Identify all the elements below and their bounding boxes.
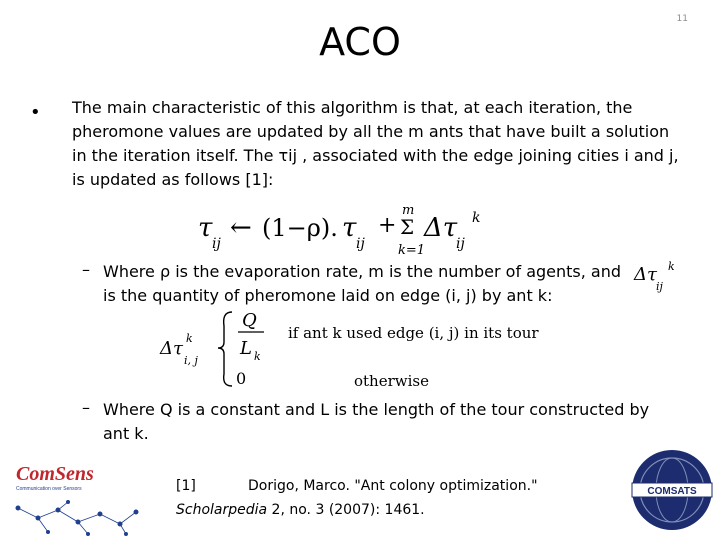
- case-condition-1: if ant k used edge (i, j) in its tour: [288, 324, 539, 342]
- case-condition-2: otherwise: [354, 372, 429, 390]
- slide-title: ACO: [319, 20, 401, 64]
- comsats-name: COMSATS: [647, 486, 697, 497]
- comsens-nodes: [16, 500, 139, 536]
- eq-delta-sup: k: [472, 210, 481, 226]
- reference-journal: Scholarpedia: [176, 502, 268, 518]
- reference-number: [1]: [176, 478, 196, 494]
- main-bullet-text: The main characteristic of this algorithm is that, at each iteration, the pheromone values are updated by all the m ants that have built a solution in the iteration itself. The τij , associated with the edge joining cities i and j, is updated as follows [1]:: [72, 98, 679, 189]
- sub-bullet-dash-1: –: [82, 260, 90, 279]
- delta-tau-piecewise-equation: [158, 306, 539, 390]
- reference-details: 2, no. 3 (2007): 1461.: [267, 502, 425, 518]
- case-denominator-sub: k: [254, 350, 261, 363]
- eq-tau-2: τ: [342, 213, 357, 243]
- eq-tau-sub: ij: [212, 236, 221, 252]
- eq-tau-2-sub: ij: [356, 236, 365, 252]
- eq-arrow: ←: [230, 213, 252, 243]
- eq-plus: +: [378, 213, 397, 238]
- inline-delta-sup: k: [668, 260, 675, 273]
- case-lhs-sub: i, j: [184, 354, 198, 367]
- pheromone-update-equation: [196, 203, 496, 260]
- sub-bullet-dash-2: –: [82, 398, 90, 417]
- comsens-tagline: Communication over Sensors: [16, 486, 82, 492]
- reference-line-1: [176, 474, 596, 498]
- comsens-logo: [8, 458, 144, 538]
- eq-sum: Σ: [400, 215, 415, 239]
- inline-delta-tau: Δτ: [634, 264, 657, 285]
- inline-delta-sub: ij: [656, 280, 663, 293]
- sub-bullet-text-2: Where Q is a constant and L is the length of the tour constructed by ant k.: [103, 400, 650, 443]
- case-lhs: Δτ: [160, 338, 183, 359]
- inline-delta-tau-symbol: [632, 260, 680, 292]
- sub-bullet-text-1: Where ρ is the evaporation rate, m is the number of agents, and is the quantity of pheromone laid on edge (i, j) by ant k:: [103, 262, 622, 305]
- eq-one-minus-rho: (1−ρ).: [262, 214, 338, 242]
- slide-number: 11: [676, 14, 688, 24]
- eq-delta-sub: ij: [456, 236, 465, 252]
- eq-sum-upper: m: [402, 203, 415, 218]
- comsens-name: ComSens: [16, 463, 94, 485]
- case-brace: [218, 312, 232, 386]
- comsats-logo: [630, 448, 714, 532]
- reference-authors-title: Dorigo, Marco. "Ant colony optimization.": [248, 478, 538, 494]
- reference: [176, 474, 596, 522]
- case-numerator: Q: [242, 310, 257, 331]
- bullet-dot: •: [30, 102, 41, 123]
- case-zero: 0: [236, 369, 247, 388]
- eq-delta-tau: Δτ: [424, 213, 458, 243]
- eq-tau: τ: [198, 213, 213, 243]
- reference-line-2: [176, 498, 596, 522]
- case-denominator: L: [240, 338, 252, 359]
- eq-sum-lower: k=1: [398, 243, 426, 258]
- case-lhs-sup: k: [186, 332, 193, 345]
